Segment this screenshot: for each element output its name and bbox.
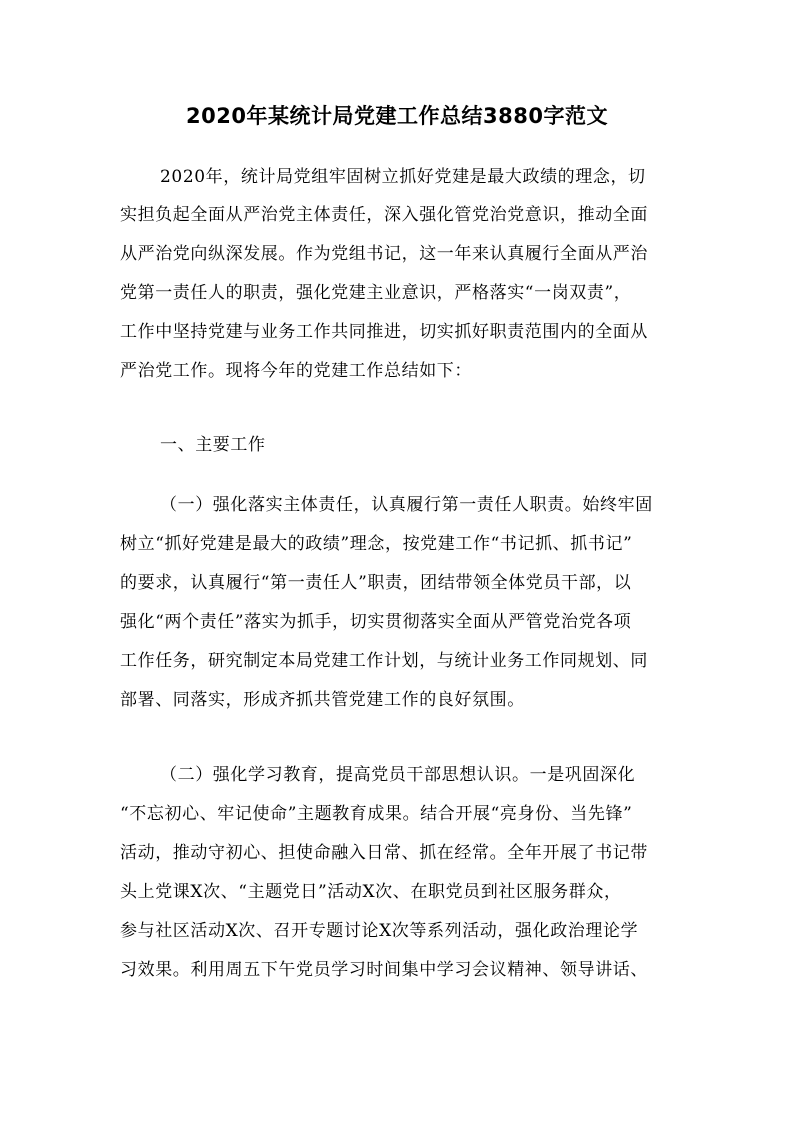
paragraph-line: 严治党工作。现将今年的党建工作总结如下：	[120, 361, 472, 381]
paragraph-line: “不忘初心、牢记使命”主题教育成果。结合开展“亮身份、当先锋”	[120, 804, 633, 824]
paragraph-line: 头上党课X次、“主题党日”活动X次、在职党员到社区服务群众，	[120, 882, 622, 902]
paragraph-line: （二）强化学习教育，提高党员干部思想认识。一是巩固深化	[160, 765, 636, 785]
paragraph-line: 工作任务，研究制定本局党建工作计划，与统计业务工作同规划、同	[120, 651, 648, 671]
paragraph-line: 部署、同落实，形成齐抓共管党建工作的良好氛围。	[120, 690, 525, 710]
paragraph-line: 工作中坚持党建与业务工作共同推进，切实抓好职责范围内的全面从	[120, 322, 648, 342]
paragraph-line: 强化“两个责任”落实为抓手，切实贯彻落实全面从严管党治党各项	[120, 612, 632, 632]
paragraph-line: 党第一责任人的职责，强化党建主业意识，严格落实“一岗双责”，	[120, 283, 632, 303]
paragraph-line: 的要求，认真履行“第一责任人”职责，团结带领全体党员干部，以	[120, 573, 632, 593]
paragraph-line: 从严治党向纵深发展。作为党组书记，这一年来认真履行全面从严治	[120, 244, 648, 264]
paragraph-line: 活动，推动守初心、担使命融入日常、抓在经常。全年开展了书记带	[120, 843, 648, 863]
paragraph-line: 2020年，统计局党组牢固树立抓好党建是最大政绩的理念，切	[160, 167, 646, 187]
paragraph-line: 实担负起全面从严治党主体责任，深入强化管党治党意识，推动全面	[120, 205, 648, 225]
section-heading: 一、主要工作	[160, 435, 266, 455]
document-title: 2020年某统计局党建工作总结3880字范文	[186, 104, 608, 128]
paragraph-line: 树立“抓好党建是最大的政绩”理念，按党建工作“书记抓、抓书记”	[120, 534, 633, 554]
paragraph-line: 习效果。利用周五下午党员学习时间集中学习会议精神、领导讲话、	[120, 960, 648, 980]
paragraph-line: 参与社区活动X次、召开专题讨论X次等系列活动，强化政治理论学	[120, 921, 639, 941]
paragraph-line: （一）强化落实主体责任，认真履行第一责任人职责。始终牢固	[160, 495, 653, 515]
